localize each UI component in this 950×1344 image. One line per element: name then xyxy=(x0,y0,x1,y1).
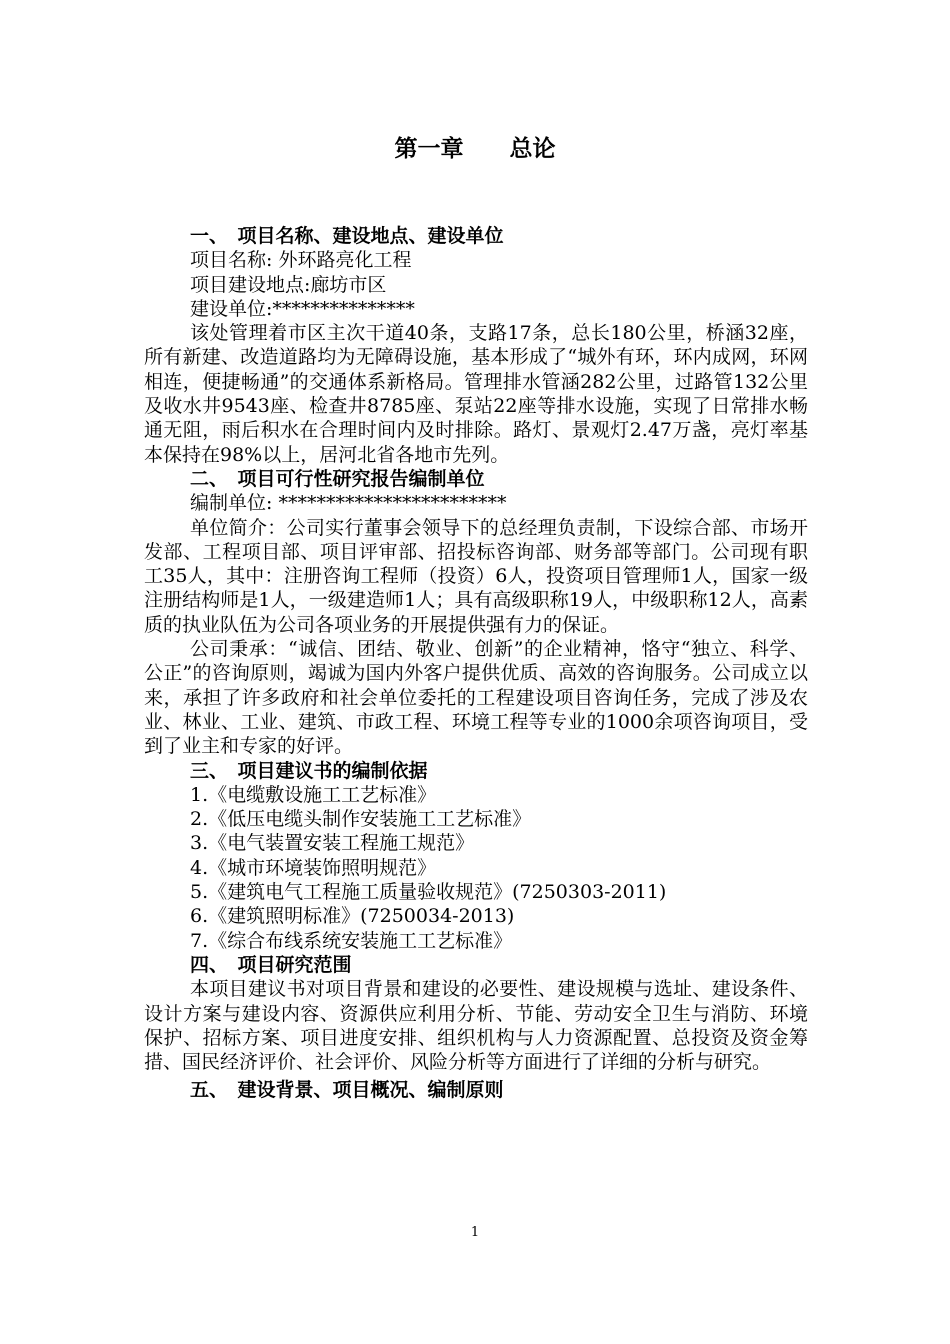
page-number: 1 xyxy=(470,1225,480,1240)
section-heading-5: 五、 建设背景、项目概况、编制原则 xyxy=(190,1079,504,1102)
project-name-line: 项目名称: 外环路亮化工程 xyxy=(190,249,412,272)
standard-list-item: 2.《低压电缆头制作安装施工工艺标准》 xyxy=(190,808,532,831)
section-heading-1: 一、 项目名称、建设地点、建设单位 xyxy=(190,225,504,247)
standard-list-item: 4.《城市环境装饰照明规范》 xyxy=(190,856,437,879)
construction-unit-line: 建设单位:*************** xyxy=(190,297,415,320)
section-heading-3: 三、 项目建议书的编制依据 xyxy=(190,759,428,782)
section-1-paragraph: 该处管理着市区主次干道40条，支路17条，总长180公里，桥涵32座，所有新建、改造道路均为无障碍设施，基本形成了“城外有环，环内成网，环网相连，便捷畅通”的交通体系新格局。管理排水管涵282公里，过路管132公里及收水井9543座、检查井8785座、泵站22座等排水设施，实现了日常排水畅通无阻，雨后积水在合理时间内及时排除。路灯、景观灯2.47万盏，亮灯率基本保持在98%以上，居河北省各地市先列。 xyxy=(144,322,808,466)
company-intro-paragraph: 单位简介：公司实行董事会领导下的总经理负责制，下设综合部、市场开发部、工程项目部、项目评审部、招投标咨询部、财务部等部门。公司现有职工35人，其中：注册咨询工程师（投资）6人，投资项目管理师1人，国家一级注册结构师是1人，一级建造师1人；具有高级职称19人，中级职称12人，高素质的执业队伍为公司各项业务的开展提供强有力的保证。 xyxy=(144,516,808,636)
document-body xyxy=(144,224,808,1103)
compiling-unit-line: 编制单位: ************************ xyxy=(190,492,507,515)
standard-list-item: 3.《电气装置安装工程施工规范》 xyxy=(190,832,475,855)
research-scope-paragraph: 本项目建议书对项目背景和建设的必要性、建设规模与选址、建设条件、设计方案与建设内容、资源供应利用分析、节能、劳动安全卫生与消防、环境保护、招标方案、项目进度安排、组织机构与人力资源配置、总投资及资金筹措、国民经济评价、社会评价、风险分析等方面进行了详细的分析与研究。 xyxy=(144,978,808,1074)
standard-list-item: 7.《综合布线系统安装施工工艺标准》 xyxy=(190,929,513,952)
standard-list-item: 1.《电缆敷设施工工艺标准》 xyxy=(190,783,437,806)
section-heading-2: 二、 项目可行性研究报告编制单位 xyxy=(190,467,485,490)
project-location-line: 项目建设地点:廊坊市区 xyxy=(190,273,387,296)
chapter-title: 第一章 总论 xyxy=(394,135,556,162)
standard-list-item: 5.《建筑电气工程施工质量验收规范》(7250303-2011) xyxy=(190,881,667,904)
standard-list-item: 6.《建筑照明标准》(7250034-2013) xyxy=(190,905,515,928)
company-philosophy-paragraph: 公司秉承：“诚信、团结、敬业、创新”的企业精神，恪守“独立、科学、公正”的咨询原则，竭诚为国内外客户提供优质、高效的咨询服务。公司成立以来，承担了许多政府和社会单位委托的工程建设项目咨询任务，完成了涉及农业、林业、工业、建筑、市政工程、环境工程等专业的1000余项咨询项目，受到了业主和专家的好评。 xyxy=(144,638,808,758)
section-heading-4: 四、 项目研究范围 xyxy=(190,953,352,976)
